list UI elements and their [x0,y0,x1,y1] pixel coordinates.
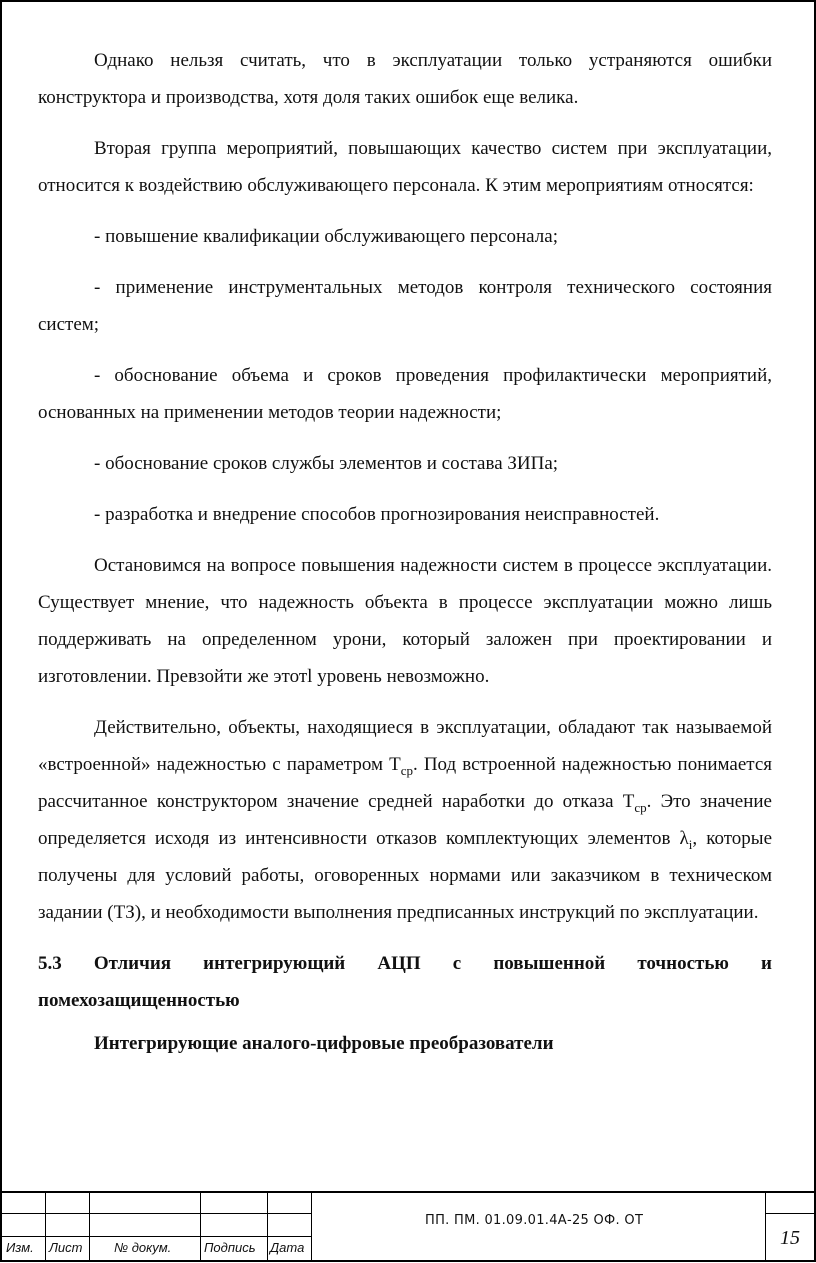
subsection-heading: Интегрирующие аналого-цифровые преобразователи [94,1033,554,1054]
stamp-label-list: Лист [49,1240,83,1255]
subscript-i: i [688,836,693,852]
subscript-cp-2: ср [634,799,647,815]
list-item-3: - обоснование объема и сроков проведения профилактически мероприятий, основанных на применении методов теории надежности; [38,365,772,423]
document-code: ПП. ПМ. 01.09.01.4А-25 ОФ. ОТ [425,1213,644,1228]
paragraph-4-part-c: . Это значение определяется исходя из интенсивности отказов комплектующих элементов λ [38,791,772,849]
paragraph-1: Однако нельзя считать, что в эксплуатации только устраняются ошибки конструктора и производства, хотя доля таких ошибок еще велика. [38,50,772,108]
stamp-label-data: Дата [270,1240,305,1255]
paragraph-4-part-d: , которые получены для условий работы, оговоренных нормами или заказчиком в техническом задании (ТЗ), и необходимости выполнения предписанных инструкций по эксплуатации. [38,828,772,923]
stamp-row-line-2 [0,1236,311,1237]
paragraph-2: Вторая группа мероприятий, повышающих качество систем при эксплуатации, относится к воздействию обслуживающего персонала. К этим мероприятиям относятся: [38,138,772,196]
paragraph-4 [38,709,772,931]
section-heading: 5.3 Отличия интегрирующий АЦП с повышенной точностью и помехозащищенностью [38,953,772,1011]
title-block [0,1191,814,1262]
list-item-5: - разработка и внедрение способов прогнозирования неисправностей. [94,504,660,525]
stamp-label-podpis: Подпись [204,1240,256,1255]
stamp-label-dokum: № докум. [114,1240,172,1255]
stamp-page-line [765,1213,814,1214]
stamp-label-izm: Изм. [6,1240,34,1255]
list-item-2: - применение инструментальных методов контроля технического состояния систем; [38,277,772,335]
paragraph-3: Остановимся на вопросе повышения надежности систем в процессе эксплуатации. Существует мнение, что надежность объекта в процессе эксплуатации можно лишь поддерживать на определенном урони, который заложен при проектировании и изготовлении. Превзойти же этотl уровень невозможно. [38,555,772,687]
list-item-4: - обоснование сроков службы элементов и состава ЗИПа; [94,453,559,474]
paragraph-4-part-a: Действительно, объекты, находящиеся в эксплуатации, обладают так называемой «встроенной» надежностью с параметром Т [38,717,772,775]
document-body [38,42,772,1062]
subscript-cp-1: ср [400,762,413,778]
stamp-row-line-1 [0,1213,311,1214]
list-item-1: - повышение квалификации обслуживающего персонала; [94,226,558,247]
paragraph-4-part-b: . Под встроенной надежностью понимается рассчитанное конструктором значение средней наработки до отказа Т [38,754,772,812]
page-number: 15 [780,1227,800,1249]
